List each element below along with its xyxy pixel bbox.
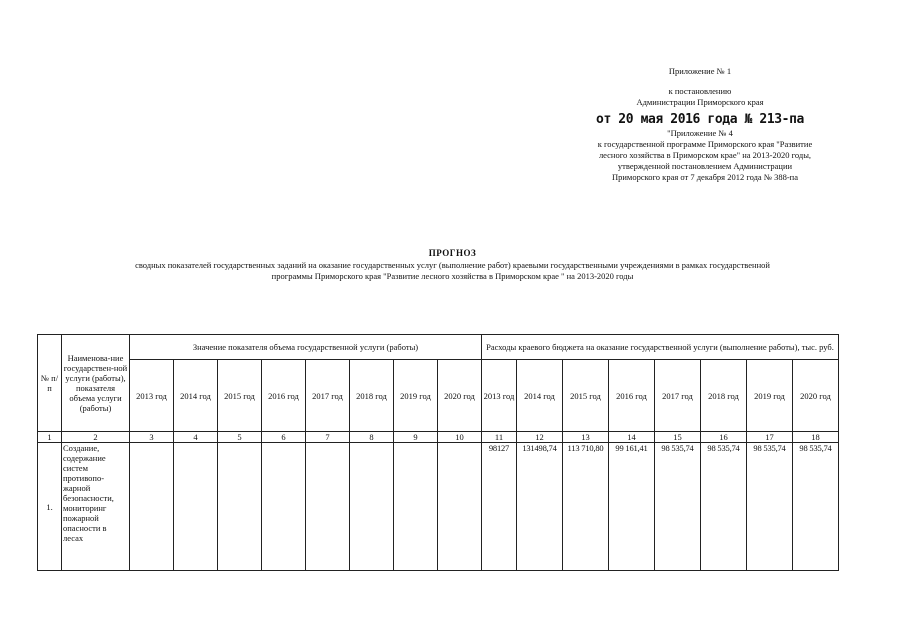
- expense-cell: 99 161,41: [609, 443, 655, 571]
- column-index: 14: [609, 432, 655, 443]
- expense-cell: 98 535,74: [655, 443, 701, 571]
- column-index: 16: [701, 432, 747, 443]
- expense-cell: 98127: [482, 443, 517, 571]
- program-line-3: утвержденной постановлением Администрации: [617, 161, 793, 171]
- column-index: 2: [62, 432, 130, 443]
- volume-year-header: 2017 год: [306, 360, 350, 432]
- volume-cell: [350, 443, 394, 571]
- column-index: 1: [38, 432, 62, 443]
- subtitle-line-1: сводных показателей государственных заданий на оказание государственных услуг (выполнение работ) краевыми государственными учреждениями в рамках государственной: [135, 260, 770, 270]
- column-index: 10: [438, 432, 482, 443]
- column-index: 3: [130, 432, 174, 443]
- expenses-year-header: 2015 год: [563, 360, 609, 432]
- volume-year-header: 2013 год: [130, 360, 174, 432]
- date-stamp: от 20 мая 2016 года № 213-па: [596, 112, 804, 127]
- column-index: 13: [563, 432, 609, 443]
- document-subtitle: [60, 260, 845, 282]
- col-header-num: № п/п: [38, 335, 62, 432]
- column-index: 4: [174, 432, 218, 443]
- appendix-label: Приложение № 1: [668, 66, 732, 76]
- column-index: 15: [655, 432, 701, 443]
- volume-year-header: 2015 год: [218, 360, 262, 432]
- program-line-2: лесного хозяйства в Приморском крае" на 2013-2020 годы,: [598, 150, 812, 160]
- column-index: 8: [350, 432, 394, 443]
- administration-label: Администрации Приморского края: [636, 97, 764, 107]
- expense-cell: 98 535,74: [747, 443, 793, 571]
- volume-year-header: 2016 год: [262, 360, 306, 432]
- table-row: [38, 443, 839, 571]
- col-header-name: Наименова-ние государствен-ной услуги (работы), показателя объема услуги (работы): [62, 335, 130, 432]
- forecast-table: [37, 334, 839, 571]
- subtitle-line-2: программы Приморского края "Развитие лесного хозяйства в Приморском крае " на 2013-2020 годы: [271, 271, 634, 281]
- group-header-volume: Значение показателя объема государственной услуги (работы): [130, 335, 482, 360]
- volume-year-header: 2019 год: [394, 360, 438, 432]
- document-title: ПРОГНОЗ: [428, 248, 477, 258]
- volume-cell: [306, 443, 350, 571]
- volume-year-header: 2014 год: [174, 360, 218, 432]
- column-index: 18: [793, 432, 839, 443]
- expenses-year-header: 2018 год: [701, 360, 747, 432]
- column-index: 12: [517, 432, 563, 443]
- volume-cell: [262, 443, 306, 571]
- column-index: 7: [306, 432, 350, 443]
- column-index: 17: [747, 432, 793, 443]
- resolution-label: к постановлению: [668, 86, 732, 96]
- column-index: 9: [394, 432, 438, 443]
- row-service-name: Создание, содержание систем противопо-жарной безопасности, мониторинг пожарной опасности в лесах: [62, 443, 130, 571]
- program-line-1: к государственной программе Приморского края "Развитие: [597, 139, 813, 149]
- row-number: 1.: [38, 443, 62, 571]
- expenses-year-header: 2014 год: [517, 360, 563, 432]
- volume-year-header: 2020 год: [438, 360, 482, 432]
- column-index: 5: [218, 432, 262, 443]
- volume-cell: [130, 443, 174, 571]
- group-header-expenses: Расходы краевого бюджета на оказание государственной услуги (выполнение работы), тыс. руб.: [482, 335, 839, 360]
- volume-cell: [218, 443, 262, 571]
- expenses-year-header: 2019 год: [747, 360, 793, 432]
- expense-cell: 98 535,74: [701, 443, 747, 571]
- expense-cell: 98 535,74: [793, 443, 839, 571]
- column-index: 11: [482, 432, 517, 443]
- expenses-year-header: 2016 год: [609, 360, 655, 432]
- expenses-year-header: 2017 год: [655, 360, 701, 432]
- expenses-year-header: 2020 год: [793, 360, 839, 432]
- expenses-year-header: 2013 год: [482, 360, 517, 432]
- expense-cell: 113 710,80: [563, 443, 609, 571]
- program-line-4: Приморского края от 7 декабря 2012 года № 388-па: [612, 172, 798, 182]
- volume-cell: [394, 443, 438, 571]
- volume-year-header: 2018 год: [350, 360, 394, 432]
- column-index: 6: [262, 432, 306, 443]
- volume-cell: [174, 443, 218, 571]
- column-index-row: [38, 432, 839, 443]
- quote-appendix-label: "Приложение № 4: [667, 128, 733, 138]
- expense-cell: 131498,74: [517, 443, 563, 571]
- volume-cell: [438, 443, 482, 571]
